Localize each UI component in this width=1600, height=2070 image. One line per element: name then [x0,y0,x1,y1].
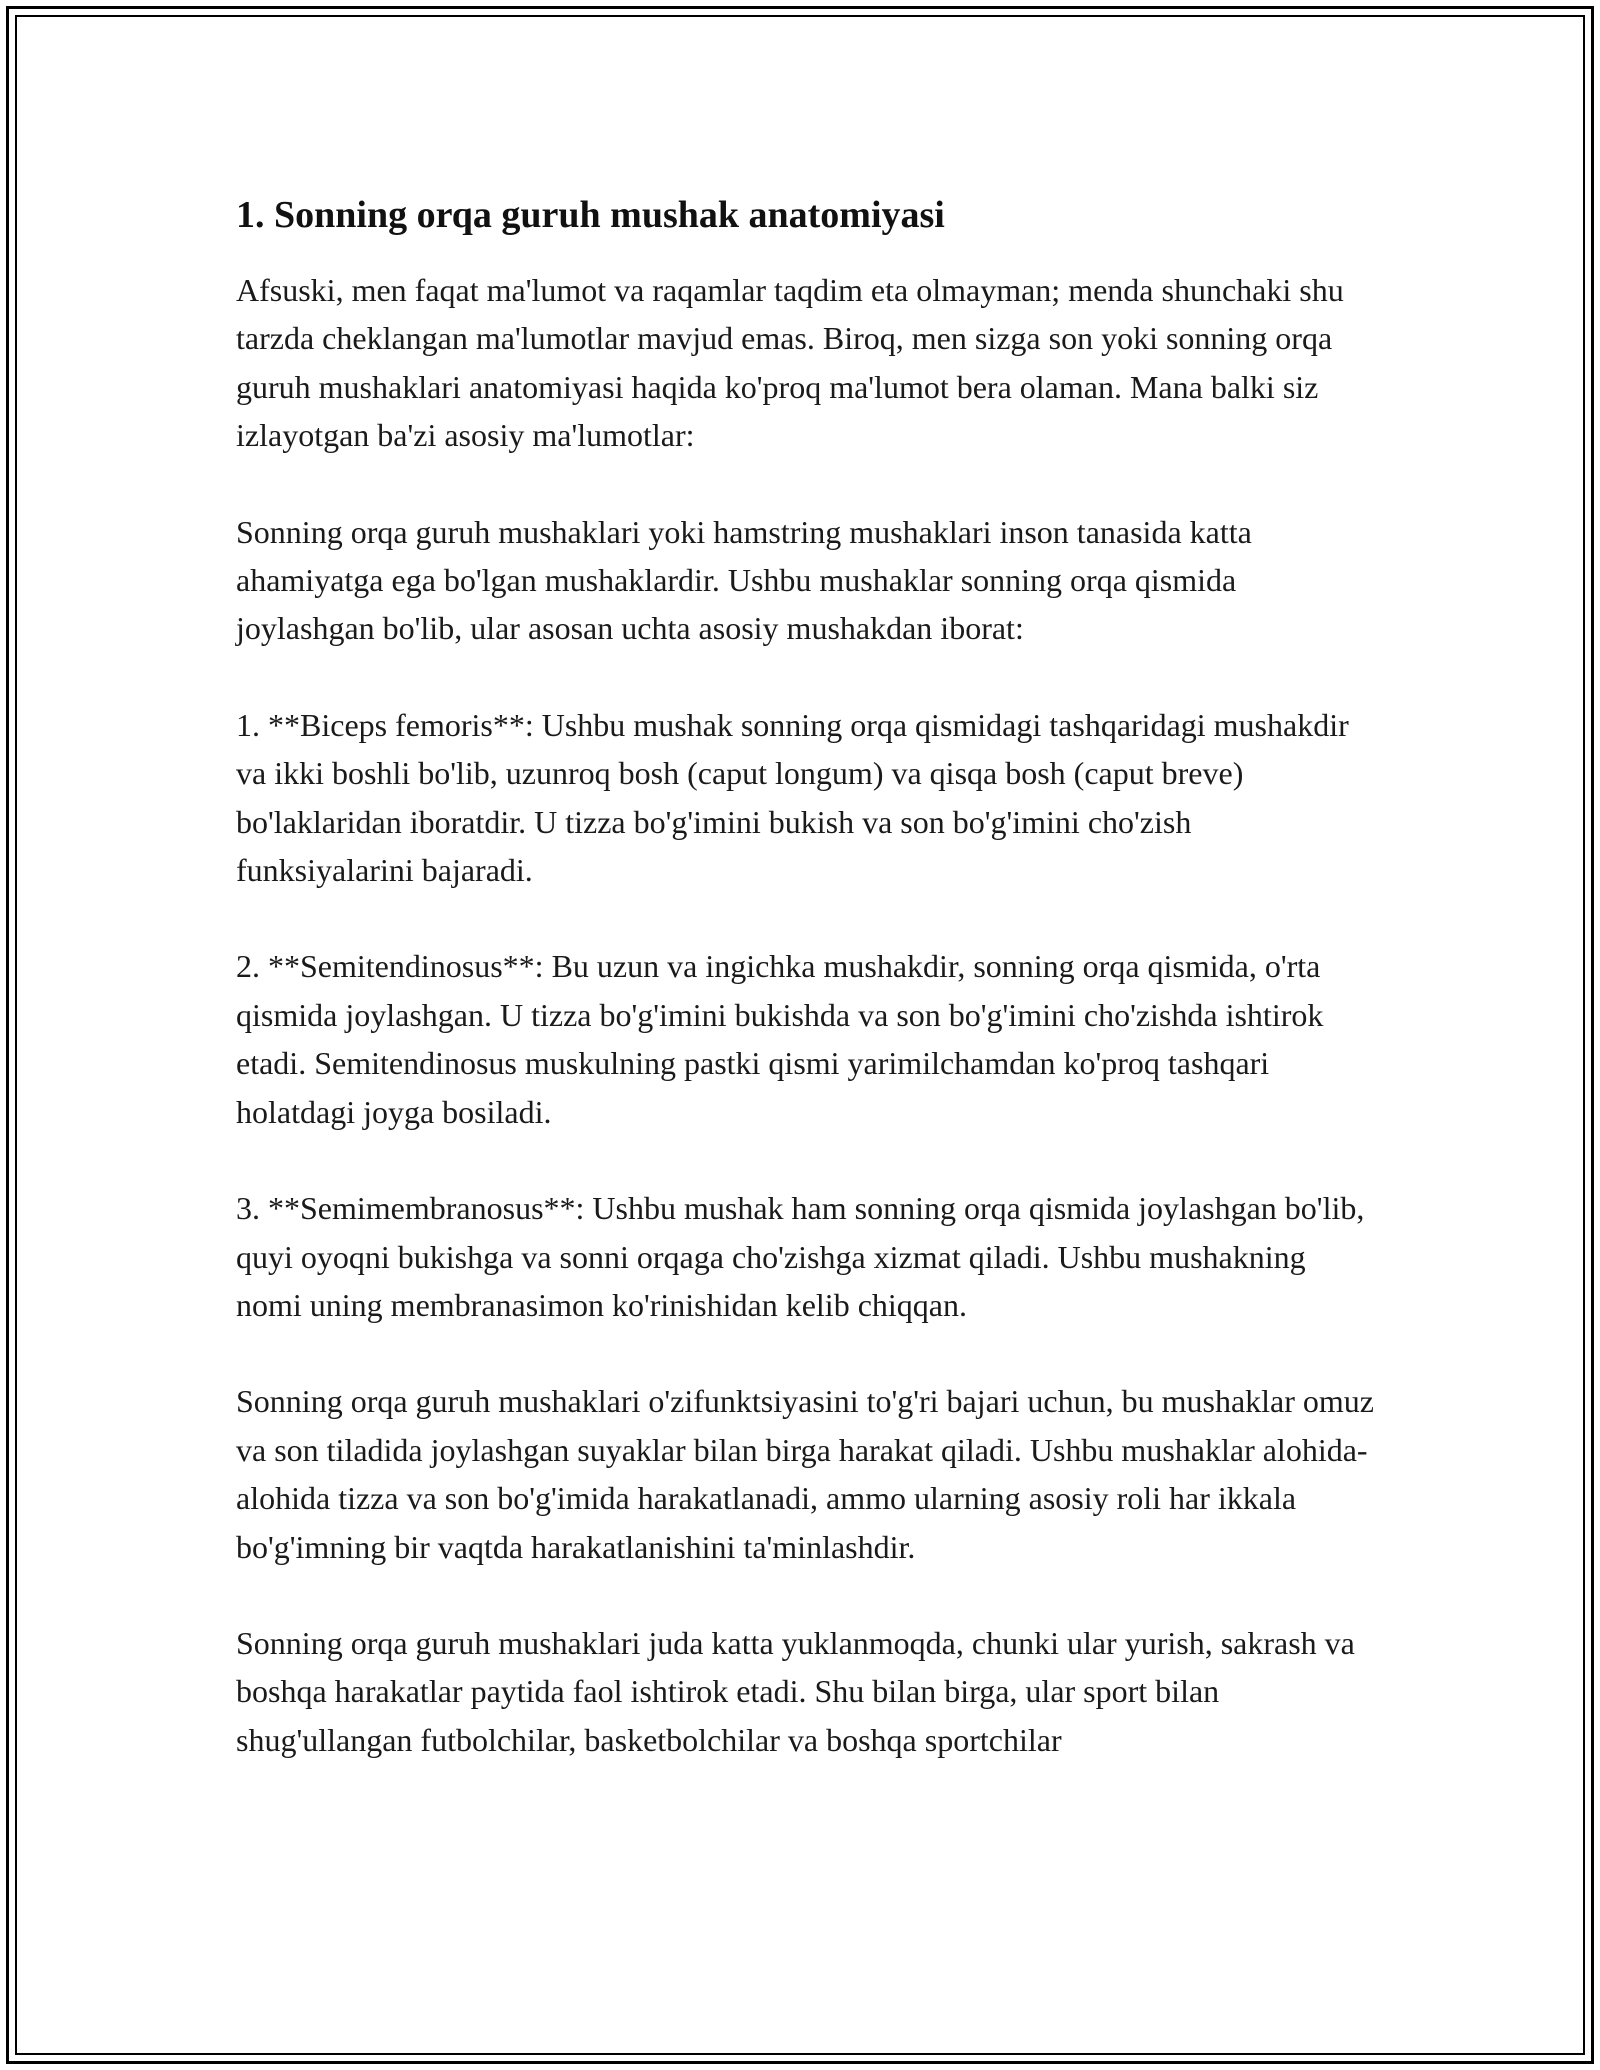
paragraph-intro: Afsuski, men faqat ma'lumot va raqamlar taqdim eta olmayman; menda shunchaki shu tarzda cheklangan ma'lumotlar mavjud emas. Biroq, men sizga son yoki sonning orqa guruh mushaklari anatomiyasi haqida ko'proq ma'lumot bera olaman. Mana balki siz izlayotgan ba'zi asosiy ma'lumotlar: [236,272,1344,454]
section-heading: 1. Sonning orqa guruh mushak anatomiyasi [236,194,945,236]
paragraph-hamstring-overview: Sonning orqa guruh mushaklari yoki hamstring mushaklari inson tanasida katta ahamiyatga ega bo'lgan mushaklardir. Ushbu mushaklar sonning orqa qismida joylashgan bo'lib, ular asosan uchta asosiy mushakdan iborat: [236,513,1252,647]
paragraph-semimembranosus: 3. **Semimembranosus**: Ushbu mushak ham sonning orqa qismida joylashgan bo'lib, quyi oyoqni bukishga va sonni orqaga cho'zishga xizmat qiladi. Ushbu mushakning nomi uning membranasimon ko'rinishidan kelib chiqqan. [236,1190,1365,1323]
paragraph-function: Sonning orqa guruh mushaklari o'zifunktsiyasini to'g'ri bajari uchun, bu mushaklar omuz va son tiladida joylashgan suyaklar bilan birga harakat qiladi. Ushbu mushaklar alohida-alohida tizza va son bo'g'imida harakatlanadi, ammo ularning asosiy roli har ikkala bo'g'imning bir vaqtda harakatlanishini ta'minlashdir. [236,1383,1374,1565]
paragraph-semitendinosus: 2. **Semitendinosus**: Bu uzun va ingichka mushakdir, sonning orqa qismida, o'rta qismida joylashgan. U tizza bo'g'imini bukishda va son bo'g'imini cho'zishda ishtirok etadi. Semitendinosus muskulning pastki qismi yarimilchamdan ko'proq tashqari holatdagi joyga bosiladi. [236,948,1324,1130]
paragraph-biceps-femoris: 1. **Biceps femoris**: Ushbu mushak sonning orqa qismidagi tashqaridagi mushakdir va ikki boshli bo'lib, uzunroq bosh (caput longum) va qisqa bosh (caput breve) bo'laklaridan iboratdir. U tizza bo'g'imini bukish va son bo'g'imini cho'zish funksiyalarini bajaradi. [236,706,1349,889]
document-body [236,186,1376,1812]
paragraph-load: Sonning orqa guruh mushaklari juda katta yuklanmoqda, chunki ular yurish, sakrash va boshqa harakatlar paytida faol ishtirok etadi. Shu bilan birga, ular sport bilan shug'ullangan futbolchilar, basketbolchilar va boshqa sportchilar [236,1624,1355,1758]
